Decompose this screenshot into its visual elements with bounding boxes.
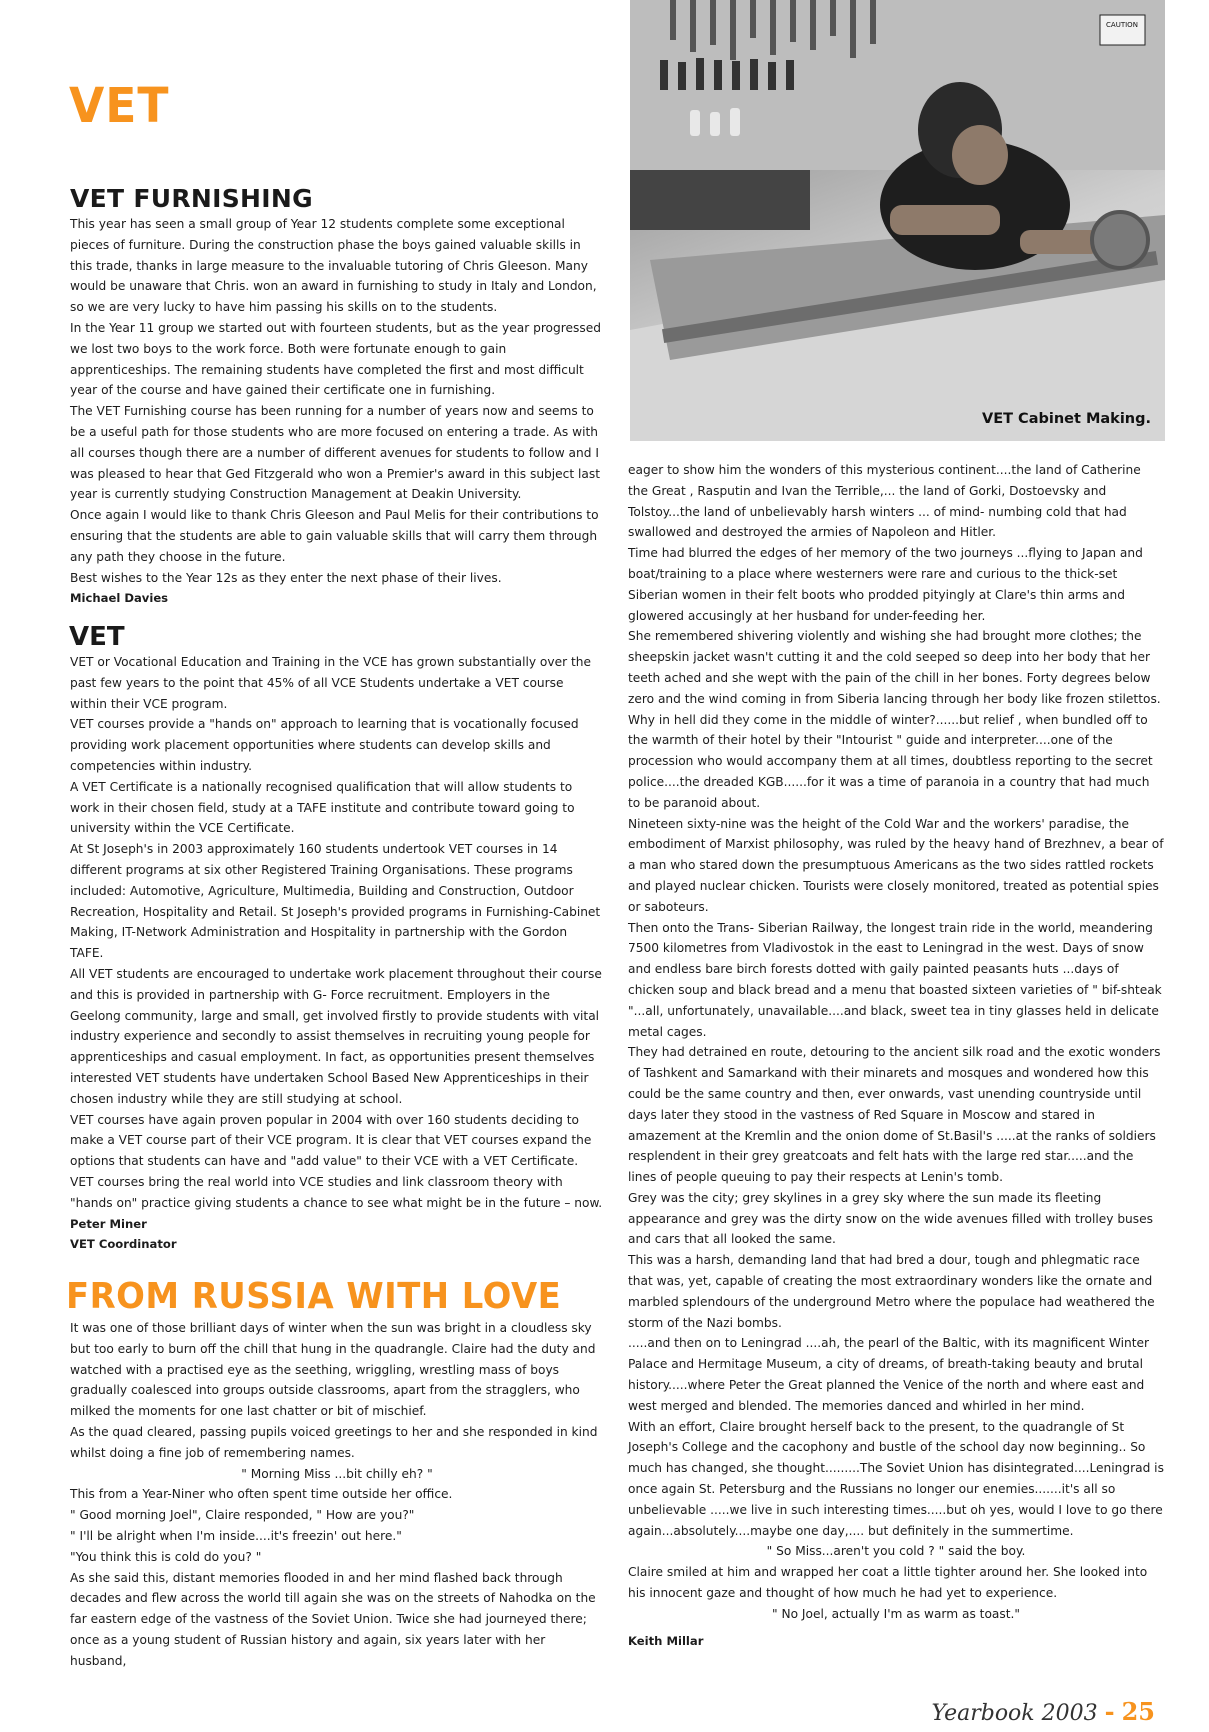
paragraph: VET courses have again proven popular in 2004 with over 160 students deciding to make a VET course part of their VCE program. It is clear that VET courses expand the options that students can have and "add value" to their VCE with a VET Certificate. VET courses bring the real world into VCE studies and link classroom theory with "hands on" practice giving students a chance to see what might be in the future – now. (70, 1112, 603, 1210)
vet-furnishing-heading: VET FURNISHING (70, 184, 313, 213)
paragraph: At St Joseph's in 2003 approximately 160 students undertook VET courses in 14 different programs at six other Registered Training Organisations. These programs included: Automotive, Agriculture, Multimedia, Building and Construction, Outdoor Recreation, Hospitality and Retail. St Joseph's provided programs in Furnishing-Cabinet Making, IT-Network Administration and Hospitality in partnership with the Gordon TAFE. (70, 842, 601, 961)
paragraph: This was a harsh, demanding land that had bred a dour, tough and phlegmatic race that was, yet, capable of creating the most extraordinary wonders like the ornate and marbled splendours of the underground Metro where the populace had weathered the storm of the Nazi bombs. (628, 1253, 1155, 1330)
paragraph: It was one of those brilliant days of winter when the sun was bright in a cloudless sky but too early to burn off the chill that hung in the quadrangle. Claire had the duty and watched with a practised eye as the seething, wriggling, wrestling mass of boys gradually coalesced into groups outside classrooms, apart from the stragglers, who milked the moments for one last chatter or bit of mischief. (70, 1321, 596, 1419)
russia-article-right (628, 460, 1164, 1651)
paragraph: Time had blurred the edges of her memory of the two journeys ...flying to Japan and boat/training to a place where westerners were rare and curious to the thick-set Siberian women in their felt boots who prodded pityingly at Clare's thin arms and glowered accusingly at her husband for under-feeding her. (628, 546, 1143, 623)
paragraph: Nineteen sixty-nine was the height of the Cold War and the workers' paradise, the embodiment of Marxist philosophy, was ruled by the heavy hand of Brezhnev, a bear of a man who stared down the presumptuous Americans as the two sides rattled rockets and played nuclear chicken. Tourists were closely monitored, treated as potential spies or saboteurs. (628, 816, 1164, 914)
paragraph: As she said this, distant memories flooded in and her mind flashed back through decades and flew across the world till again she was on the streets of Nahodka on the far eastern edge of the vastness of the Soviet Union. Twice she had journeyed there; once as a young student of Russian history and again, six years later with her husband, (70, 1570, 596, 1668)
paragraph: Grey was the city; grey skylines in a grey sky where the sun made its fleeting appearance and grey was the dirty snow on the wide avenues filled with trolley buses and cars that all looked the same. (628, 1190, 1153, 1247)
paragraph: " Morning Miss ...bit chilly eh? " (241, 1466, 433, 1481)
vet-article (70, 652, 604, 1255)
author-signature: Peter Miner (70, 1216, 147, 1231)
paragraph: .....and then on to Leningrad ....ah, the pearl of the Baltic, with its magnificent Winter Palace and Hermitage Museum, a city of dreams, of breath-taking beauty and brutal history.....where Peter the Great planned the Venice of the north and where east and west merged and blended. The memories danced and whirled in her mind. (628, 1336, 1150, 1413)
yearbook-label: Yearbook 2003 (931, 1701, 1098, 1726)
paragraph: With an effort, Claire brought herself back to the present, to the quadrangle of St Joseph's College and the cacophony and bustle of the school day now beginning.. So much has changed, she thought.........The Soviet Union has disintegrated....Leningrad is once again St. Petersburg and the Russians no longer our enemies.......it's all so unbelievable .....we live in such interesting times.....but oh yes, would I love to go there again...absolutely....maybe one day,.... but definitely in the summertime. (628, 1419, 1164, 1538)
paragraph: All VET students are encouraged to undertake work placement throughout their course and this is provided in partnership with G- Force recruitment. Employers in the Geelong community, large and small, get involved firstly to provide students with vital industry experience and secondly to assist themselves in recruiting young people for apprenticeships and casual employment. In fact, as opportunities present themselves interested VET students have undertaken School Based New Apprenticeships in their chosen industry while they are still studying at school. (70, 966, 602, 1106)
paragraph: " So Miss...aren't you cold ? " said the boy. (766, 1544, 1026, 1559)
vet-furnishing-article (70, 214, 604, 609)
paragraph: Best wishes to the Year 12s as they enter the next phase of their lives. (70, 570, 502, 585)
paragraph: " Good morning Joel", Claire responded, " How are you?" (70, 1508, 415, 1523)
from-russia-with-love-title: FROM RUSSIA WITH LOVE (66, 1276, 562, 1317)
paragraph: Once again I would like to thank Chris Gleeson and Paul Melis for their contributions to ensuring that the students are able to gain valuable skills that will carry them through any path they choose in the future. (70, 508, 599, 564)
paragraph: VET courses provide a "hands on" approach to learning that is vocationally focused providing work placement opportunities where students can develop skills and competencies within industry. (70, 717, 579, 773)
author-role: VET Coordinator (70, 1237, 177, 1252)
paragraph: As the quad cleared, passing pupils voiced greetings to her and she responded in kind whilst doing a fine job of remembering names. (70, 1424, 598, 1460)
paragraph: In the Year 11 group we started out with fourteen students, but as the year progressed we lost two boys to the work force. Both were fortunate enough to gain apprenticeships. The remaining students have completed the first and most difficult year of the course and have gained their certificate one in furnishing. (70, 320, 601, 398)
photo-caption: VET Cabinet Making. (981, 411, 1151, 427)
author-signature: Keith Millar (628, 1633, 704, 1648)
separator: - (1104, 1697, 1115, 1726)
paragraph: eager to show him the wonders of this mysterious continent....the land of Catherine the Great , Rasputin and Ivan the Terrible,... the land of Gorki, Dostoevsky and Tolstoy...the land of unbelievably harsh winters ... of mind- numbing cold that had swallowed and destroyed the armies of Napoleon and Hitler. (628, 463, 1141, 540)
vet-title: VET (69, 78, 170, 134)
cabinet-making-photo (630, 0, 1165, 441)
paragraph: They had detrained en route, detouring to the ancient silk road and the exotic wonders of Tashkent and Samarkand with their minarets and mosques and wondered how this could be the same country and then, ever onwards, vast unending countryside until days later they stood in the vastness of Red Square in Moscow and stared in amazement at the Kremlin and the onion dome of St.Basil's .....at the ranks of soldiers resplendent in their grey greatcoats and felt hats with the large red star.....and the lines of people queuing to pay their respects at Lenin's tomb. (628, 1045, 1161, 1185)
page-number: 25 (1121, 1697, 1155, 1726)
paragraph: She remembered shivering violently and wishing she had brought more clothes; the sheepskin jacket wasn't cutting it and the cold seeped so deep into her body that her teeth ached and she wept with the pain of the chill in her bones. Forty degrees below zero and the wind coming in from Siberia lancing through her body like frozen stilettos. Why in hell did they come in the middle of winter?......but relief , when bundled off to the warmth of their hotel by their "Intourist " guide and interpreter....one of the procession who would accompany them at all times, doubtless reporting to the secret police....the dreaded KGB......for it was a time of paranoia in a country that had much to be paranoid about. (628, 629, 1161, 810)
paragraph: A VET Certificate is a nationally recognised qualification that will allow students to work in their chosen field, study at a TAFE institute and contribute toward going to university within the VCE Certificate. (70, 779, 575, 836)
paragraph: VET or Vocational Education and Training in the VCE has grown substantially over the past few years to the point that 45% of all VCE Students undertake a VET course within their VCE program. (70, 655, 591, 711)
paragraph: Claire smiled at him and wrapped her coat a little tighter around her. She looked into his innocent gaze and thought of how much he had yet to experience. (628, 1565, 1148, 1601)
paragraph: This year has seen a small group of Year 12 students complete some exceptional pieces of furniture. During the construction phase the boys gained valuable skills in this trade, thanks in large measure to the invaluable tutoring of Chris Gleeson. Many would be unaware that Chris. won an award in furnishing to study in Italy and London, so we are very lucky to have him passing his skills on to the students. (70, 217, 597, 315)
vet-heading: VET (69, 622, 125, 652)
paragraph: " I'll be alright when I'm inside....it's freezin' out here." (70, 1528, 402, 1543)
caution-sign: CAUTION (1106, 21, 1138, 29)
paragraph: This from a Year-Niner who often spent time outside her office. (70, 1487, 453, 1502)
author-signature: Michael Davies (70, 591, 169, 606)
russia-article-left (70, 1318, 604, 1672)
paragraph: "You think this is cold do you? " (70, 1549, 262, 1564)
page-footer (931, 1697, 1155, 1726)
paragraph: Then onto the Trans- Siberian Railway, the longest train ride in the world, meandering 7500 kilometres from Vladivostok in the east to Leningrad in the west. Days of snow and endless bare birch forests dotted with gaily painted peasants huts ...days of chicken soup and black bread and a menu that boasted sixteen varieties of " bif-shteak "...all, unfortunately, unavailable....and black, sweet tea in tiny glasses held in delicate metal cages. (628, 920, 1162, 1039)
workshop-illustration (630, 0, 1165, 441)
paragraph: " No Joel, actually I'm as warm as toast." (772, 1606, 1020, 1621)
paragraph: The VET Furnishing course has been running for a number of years now and seems to be a useful path for those students who are more focused on entering a trade. As with all courses though there are a number of different avenues for students to follow and I was pleased to hear that Ged Fitzgerald who won a Premier's award in this subject last year is currently studying Construction Management at Deakin University. (70, 404, 601, 502)
